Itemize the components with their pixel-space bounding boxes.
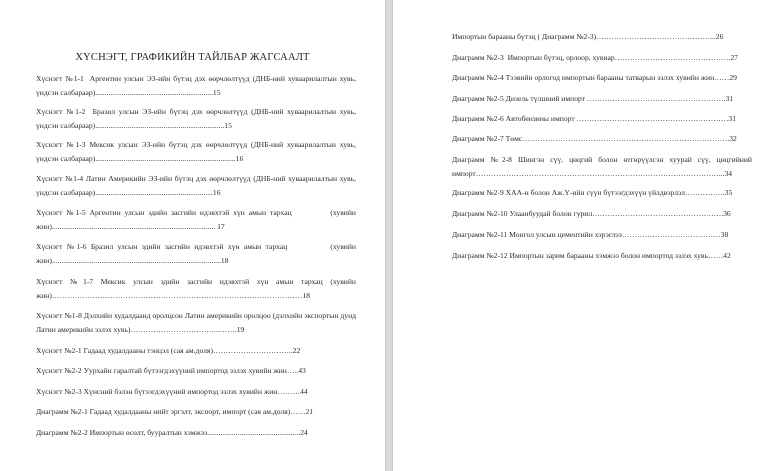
list-title: ХҮСНЭГТ, ГРАФИКИЙН ТАЙЛБАР ЖАГСААЛТ bbox=[75, 52, 310, 63]
list-entry: Диаграмм №2-9 ХАА-н болон Аж.Ү-ийн сүүн бүтээгдэхүүн үйлдвэрлэл…………….35 bbox=[452, 188, 733, 197]
list-entry: Хүснэгт №1-6 Бразил улсын эдийн засгийн идэвхтэй хүн амын тархац (хувийн жин).........................................................................................18 bbox=[36, 242, 358, 265]
list-entry: Диаграмм №2-1 Гадаад худалдааны нийт эргэлт, экспорт, импорт (сая ам.доля)……21 bbox=[36, 407, 314, 416]
list-entry: Диаграмм №2-2 Импортын өсөлт, бууралтын хэмжээ.................................................24 bbox=[36, 428, 308, 437]
list-entry: Хүснэгт №2-1 Гадаад худалдааны тэнцэл (сая ам.доля)…………………………..22 bbox=[36, 346, 301, 355]
document-page-left bbox=[0, 0, 385, 471]
list-entry: Импортын барааны бүтэц ( Диаграмм №2-3)………………………………………...26 bbox=[452, 32, 724, 41]
list-entry: Диаграмм №2-8 Шингэн сүү, цөцгий болон өтгөрүүлсэн хуурай сүү, цөцгийний импорт……………………………………………………………………………………...34 bbox=[452, 155, 754, 178]
list-entry: Хүснэгт №1-1 Аргентин улсын ЭЗ-ийн бүтэц дэх өөрчлөлтүүд (ДНБ-ний хуваарилалтын хувь, үндсэн салбараар)..............................................................15 bbox=[36, 74, 358, 97]
list-entry: Хүснэгт №1-7 Мексик улсын эдийн засгийн идэвхтэй хүн амын тархац (хувийн жин)………………………………………………………………………………………18 bbox=[36, 277, 358, 300]
list-entry: Хүснэгт №1-2 Бразил улсын ЭЗ-ийн бүтэц дэх өөрчлөлтүүд (ДНБ-ний хуваарилалтын хувь, үндсэн салбараар)....................................................................15 bbox=[36, 107, 358, 130]
list-entry: Диаграмм №2-11 Монгол улсын цементийн хэрэглээ…………………………………38 bbox=[452, 230, 729, 239]
list-entry: Диаграмм №2-10 Улаанбуудай болон гурил…………………………………………….36 bbox=[452, 209, 731, 218]
list-entry: Диаграмм №2-7 Төмс……………………………………………………………………….32 bbox=[452, 134, 737, 143]
page-gap bbox=[385, 0, 393, 471]
list-entry: Хүснэгт №2-2 Уурхайн гаралтай бүтээгдэхүүний импортод эзлэх хувийн жин…..43 bbox=[36, 366, 306, 375]
list-entry: Хүснэгт №2-3 Хүнсний бэлэн бүтээгдэхүүний импортод эзлэх хувийн жин………44 bbox=[36, 387, 308, 396]
list-entry: Диаграмм №2-6 Автобензины импорт ……………………………………………………31 bbox=[452, 114, 737, 123]
list-entry: Диаграмм №2-3 Импортын бүтэц, орлоор, хувиар……………………………………….27 bbox=[452, 53, 739, 62]
list-entry: Диаграмм №2-4 Тээвийн орлогод импортын барааны татварын эзлэх хувийн жин……29 bbox=[452, 73, 737, 82]
list-entry: Хүснэгт №1-5 Аргентин улсын эдийн засгийн идэвхтэй хүн амын тархац (хувийн жин)...................................................................................... 17 bbox=[36, 208, 358, 231]
list-entry: Диаграмм №2-12 Импортын зарим барааны хэмжээ болон импортод эзлэх хувь……42 bbox=[452, 251, 731, 260]
list-entry: Диаграмм №2-5 Дизель түлшний импорт ……………………………………………….31 bbox=[452, 94, 734, 103]
list-entry: Хүснэгт №1-4 Латин Америкийн ЭЗ-ийн бүтэц дэх өөрчлөлтүүд (ДНБ-ний хуваарилалтын хувь, үндсэн салбараар)..............................................................16 bbox=[36, 174, 358, 197]
document-page-right bbox=[393, 0, 777, 471]
list-entry: Хүснэгт №1-3 Мексик улсын ЭЗ-ийн бүтэц дэх өөрчлөлтүүд (ДНБ-ний хуваарилалтын хувь, үндсэн салбараар)..........................................................................16 bbox=[36, 140, 358, 163]
list-entry: Хүснэгт №1-8 Дэлхийн худалдаанд оролцсон Латин америкийн оролцоо (дэлхийн экспортын дунд Латин америкийн эзлэх хувь)……………………………...…….19 bbox=[36, 311, 358, 334]
